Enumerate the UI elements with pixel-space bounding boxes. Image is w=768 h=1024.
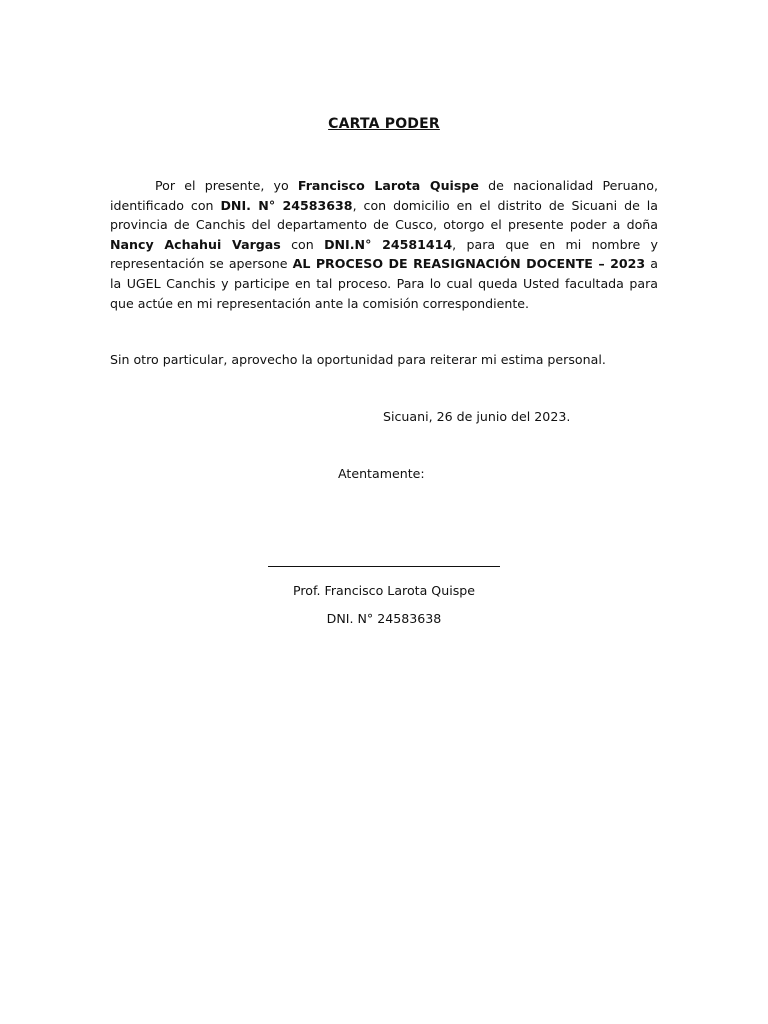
paragraph-text-6: a la UGEL Canchis y participe en tal proceso. Para lo cual queda Usted facultada para que actúe en mi representación ante la comisión correspondiente. xyxy=(110,256,658,311)
grantor-name: Francisco Larota Quispe xyxy=(297,178,479,193)
closing-sentence: Sin otro particular, aprovecho la oportunidad para reiterar mi estima personal. xyxy=(110,352,606,367)
signatory-name: Prof. Francisco Larota Quispe xyxy=(292,583,476,598)
paragraph-text-2: de nacionalidad Peruano, identificado con xyxy=(110,178,658,213)
signatory-dni: DNI. N° 24583638 xyxy=(326,611,442,626)
paragraph-text-3: , con domicilio en el distrito de Sicuani de la provincia de Canchis del departamento de Cusco, otorgo el presente poder a doña xyxy=(110,197,658,233)
paragraph-text-1: Por el presente, yo xyxy=(155,178,298,193)
farewell: Atentamente: xyxy=(338,466,425,481)
body-paragraph xyxy=(110,176,658,313)
grantee-name: Nancy Achahui Vargas xyxy=(110,236,281,252)
date-line: Sicuani, 26 de junio del 2023. xyxy=(383,409,571,424)
paragraph-text-4: con xyxy=(280,236,325,252)
document-title: CARTA PODER xyxy=(328,116,440,132)
process-name: AL PROCESO DE REASIGNACIÓN DOCENTE – 2023 xyxy=(292,256,646,272)
grantee-dni: DNI.N° 24581414 xyxy=(324,236,453,252)
signature-line xyxy=(268,566,500,567)
grantor-dni: DNI. N° 24583638 xyxy=(220,197,353,213)
paragraph-text-5: , para que en mi nombre y representación se apersone xyxy=(110,236,658,272)
